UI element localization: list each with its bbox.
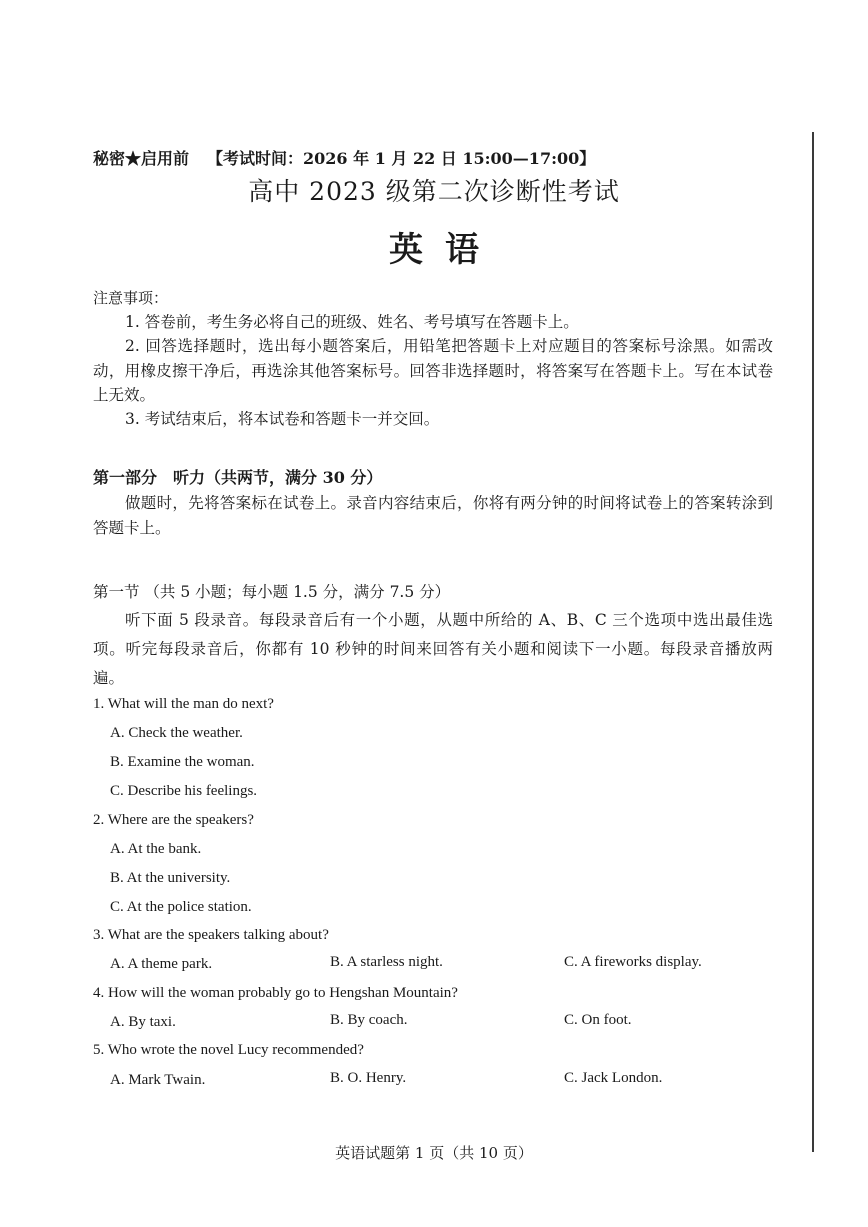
question-5: 5. Who wrote the novel Lucy recommended? (93, 1042, 364, 1058)
q1-option-b: B. Examine the woman. (110, 754, 255, 770)
question-2: 2. Where are the speakers? (93, 812, 254, 828)
q2-option-c: C. At the police station. (110, 899, 252, 915)
q5-option-c: C. Jack London. (564, 1070, 663, 1086)
exam-time: 【考试时间：2026 年 1 月 22 日 15:00—17:00】 (207, 149, 596, 168)
q3-option-b: B. A starless night. (330, 954, 443, 970)
notice-item-2: 2. 回答选择题时，选出每小题答案后，用铅笔把答题卡上对应题目的答案标号涂黑。如需改动，用橡皮擦干净后，再选涂其他答案标号。回答非选择题时，将答案写在答题卡上。写在本试卷上无效。 (93, 337, 773, 404)
question-3: 3. What are the speakers talking about? (93, 927, 329, 943)
q4-option-c: C. On foot. (564, 1012, 632, 1028)
q4-option-b: B. By coach. (330, 1012, 408, 1028)
q3-option-c: C. A fireworks display. (564, 954, 702, 970)
q1-option-c: C. Describe his feelings. (110, 783, 258, 799)
confidential-label: 秘密★启用前 (93, 149, 190, 168)
section1-instruction: 听下面 5 段录音。每段录音后有一个小题，从题中所给的 A、B、C 三个选项中选出最佳选项。听完每段录音后，你都有 10 秒钟的时间来回答有关小题和阅读下一小题。每段录音播放两遍。 (93, 611, 773, 687)
notice-heading: 注意事项： (93, 289, 169, 307)
subject-title: 英语 (389, 230, 501, 270)
part1-instruction: 做题时，先将答案标在试卷上。录音内容结束后，你将有两分钟的时间将试卷上的答案转涂到答题卡上。 (93, 494, 773, 537)
part1-heading: 第一部分 听力（共两节，满分 30 分） (93, 468, 383, 487)
q2-option-b: B. At the university. (110, 870, 231, 886)
page-footer: 英语试题第 1 页（共 10 页） (335, 1144, 533, 1162)
notice-item-3: 3. 考试结束后，将本试卷和答题卡一并交回。 (125, 410, 440, 428)
q4-option-a: A. By taxi. (110, 1014, 176, 1030)
question-1: 1. What will the man do next? (93, 696, 274, 712)
page-edge-line (812, 132, 814, 1152)
q1-option-a: A. Check the weather. (110, 725, 243, 741)
section1-heading: 第一节 （共 5 小题；每小题 1.5 分，满分 7.5 分） (93, 583, 451, 601)
q2-option-a: A. At the bank. (110, 841, 202, 857)
exam-title: 高中 2023 级第二次诊断性考试 (248, 177, 620, 206)
notice-item-1: 1. 答卷前，考生务必将自己的班级、姓名、考号填写在答题卡上。 (125, 313, 579, 331)
q5-option-b: B. O. Henry. (330, 1070, 407, 1086)
exam-header (93, 146, 595, 169)
q3-option-a: A. A theme park. (110, 956, 213, 972)
question-4: 4. How will the woman probably go to Hengshan Mountain? (93, 985, 458, 1001)
q5-option-a: A. Mark Twain. (110, 1072, 206, 1088)
